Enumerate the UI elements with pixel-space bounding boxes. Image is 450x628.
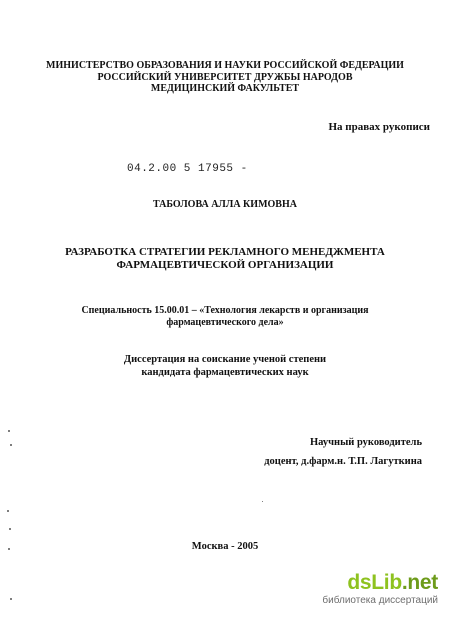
institution-header (0, 60, 450, 95)
scan-speck (9, 528, 11, 530)
supervisor-label: Научный руководитель (310, 437, 422, 448)
specialty-line-1: Специальность 15.00.01 – «Технология лекарств и организация (81, 305, 369, 316)
dslib-logo (318, 572, 438, 594)
scan-speck (8, 548, 10, 550)
degree-statement (0, 354, 450, 379)
dslib-watermark (318, 572, 438, 607)
logo-tld: .net (401, 571, 438, 594)
supervisor-block (192, 433, 422, 471)
faculty-line: МЕДИЦИНСКИЙ ФАКУЛЬТЕТ (150, 83, 300, 94)
degree-line-1: Диссертация на соискание ученой степени (123, 354, 327, 365)
watermark-subtitle: библиотека диссертаций (322, 595, 438, 606)
manuscript-rights: На правах рукописи (328, 121, 430, 133)
scan-speck (8, 430, 10, 432)
catalog-code: 04.2.00 5 17955 - (127, 163, 248, 175)
title-line-1: РАЗРАБОТКА СТРАТЕГИИ РЕКЛАМНОГО МЕНЕДЖМЕНТА (65, 246, 385, 258)
title-line-2: ФАРМАЦЕВТИЧЕСКОЙ ОРГАНИЗАЦИИ (116, 258, 334, 271)
author-name: ТАБОЛОВА АЛЛА КИМОВНА (153, 199, 297, 210)
scan-speck (7, 510, 9, 512)
specialty-line-2: фармацевтического дела» (166, 317, 284, 328)
degree-line-2: кандидата фармацевтических наук (141, 366, 309, 378)
scan-speck (262, 501, 263, 502)
scan-speck (10, 444, 12, 446)
logo-main: dsLib (347, 571, 402, 594)
city-year: Москва - 2005 (191, 541, 259, 552)
university-line: РОССИЙСКИЙ УНИВЕРСИТЕТ ДРУЖБЫ НАРОДОВ (97, 71, 353, 83)
supervisor-name: доцент, д.фарм.н. Т.П. Лагуткина (264, 456, 422, 467)
dissertation-title (0, 246, 450, 271)
ministry-line: МИНИСТЕРСТВО ОБРАЗОВАНИЯ И НАУКИ РОССИЙСКОЙ ФЕДЕРАЦИИ (46, 60, 404, 71)
scan-speck (10, 598, 12, 600)
specialty (0, 305, 450, 329)
